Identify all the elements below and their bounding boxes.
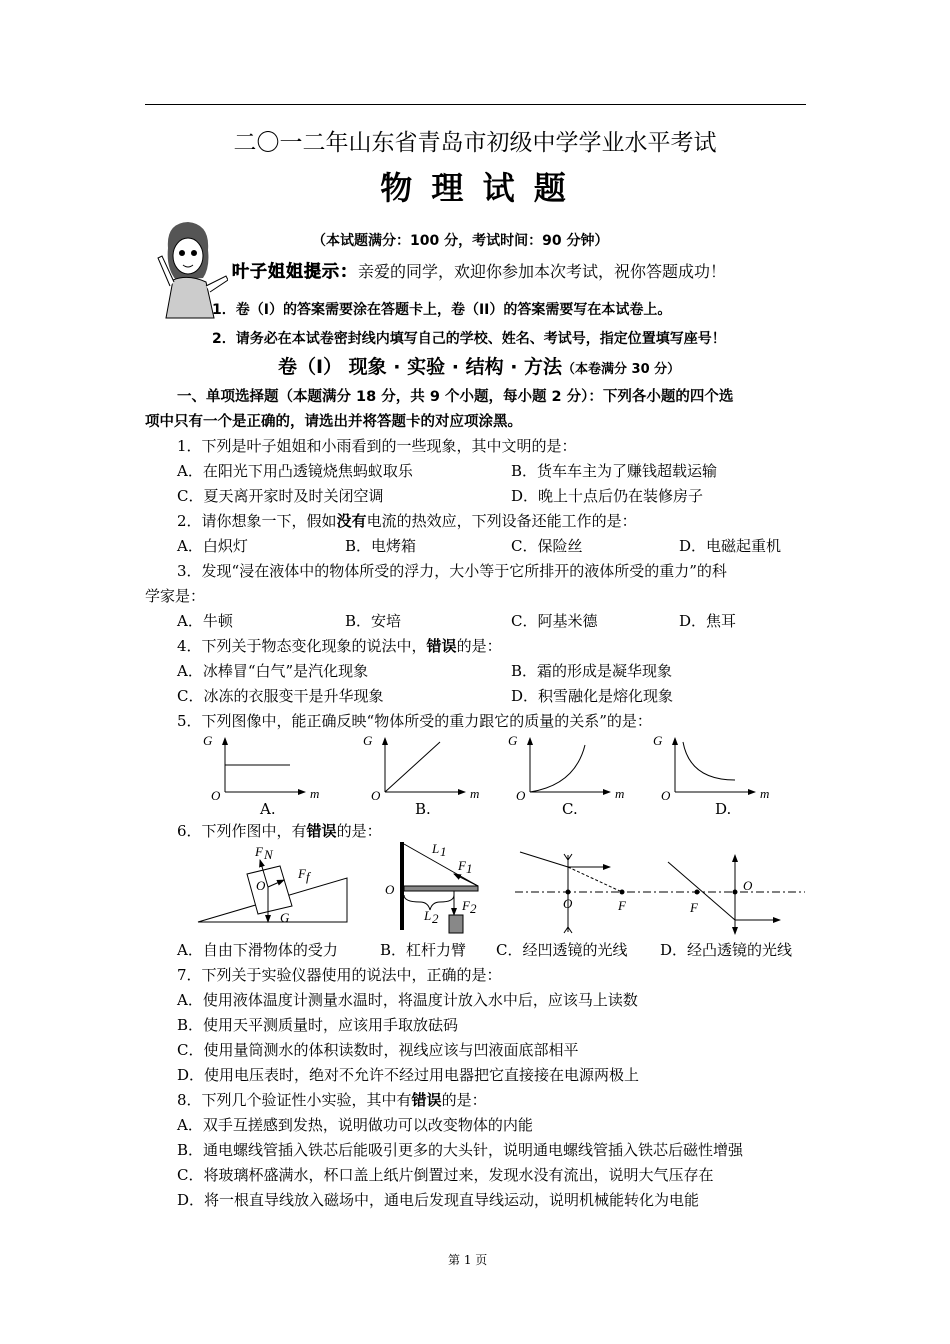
page-number: 第 1 页 [448,1253,488,1267]
q6-diagrams [190,840,810,940]
origin-label: O [516,788,526,803]
q8-stem-post: 的是： [441,1091,487,1109]
q5-caption-a: A. [260,800,276,818]
q3-option-d: D．焦耳 [679,612,737,630]
q5-graph-c [508,733,624,803]
label-o: O [256,878,266,893]
axis-label-g: G [653,733,663,748]
q6-diagram-a-incline [198,844,347,925]
q8-option-a: A．双手互搓感到发热，说明做功可以改变物体的内能 [177,1116,533,1134]
q2-stem-pre: 2．请你想象一下，假如 [177,512,337,530]
tip-text: 亲爱的同学，欢迎你参加本次考试，祝你答题成功！ [358,262,727,281]
axis-label-g: G [363,733,373,748]
q5-graph-a [203,733,319,803]
q1-option-a: A．在阳光下用凸透镜烧焦蚂蚁取乐 [177,462,413,480]
section-note: （本卷满分 30 分） [562,362,681,377]
q7-option-b: B．使用天平测质量时，应该用手取放砝码 [177,1016,459,1034]
q8-stem [177,1090,487,1110]
q6-stem-bold: 错误 [306,822,337,840]
q4-stem-bold: 错误 [426,637,457,655]
q6-option-c: C．经凹透镜的光线 [496,941,628,959]
q4-stem-pre: 4．下列关于物态变化现象的说法中， [177,637,427,655]
top-rule [145,104,806,105]
q5-graphs [195,730,795,805]
q8-option-c: C．将玻璃杯盛满水，杯口盖上纸片倒置过来，发现水没有流出，说明大气压存在 [177,1166,714,1184]
q8-stem-pre: 8．下列几个验证性小实验，其中有 [177,1091,412,1109]
q2-option-b: B．电烤箱 [345,537,417,555]
q2-stem-post: 电流的热效应，下列设备还能工作的是： [366,512,637,530]
axis-label-m: m [310,786,320,801]
label-ff: F [298,866,306,881]
exam-title: 二〇一二年山东省青岛市初级中学学业水平考试 [233,130,717,156]
label-l2: L [424,908,432,923]
q2-stem [177,511,637,531]
part1-instructions-1: 一、单项选择题（本题满分 18 分，共 9 个小题，每小题 2 分）：下列各小题的四个选 [177,389,734,405]
tip-label: 叶子姐姐提示： [232,262,358,282]
q4-stem-post: 的是： [456,637,502,655]
q4-option-c: C．冰冻的衣服变干是升华现象 [177,687,384,705]
q2-option-c: C．保险丝 [511,537,583,555]
label-f2-sub: 2 [470,901,477,916]
q6-stem [177,821,382,841]
q6-diagram-d-convex-lens [660,855,805,934]
label-o: O [385,882,395,897]
q1-option-b: B．货车车主为了赚钱超载运输 [511,462,718,480]
q3-option-c: C．阿基米德 [511,612,598,630]
q4-option-b: B．霜的形成是凝华现象 [511,662,673,680]
q2-option-d: D．电磁起重机 [679,537,782,555]
q3-option-b: B．安培 [345,612,402,630]
q6-stem-pre: 6．下列作图中，有 [177,822,307,840]
section-title: 卷（I） 现象 · 实验 · 结构 · 方法 [278,356,563,378]
subject-title: 物 理 试 题 [380,169,570,207]
tip-line [232,262,726,282]
q1-option-d: D．晚上十点后仍在装修房子 [511,487,704,505]
label-l1: L [432,841,440,856]
q8-option-d: D．将一根直导线放入磁场中，通电后发现直导线运动，说明机械能转化为电能 [177,1191,700,1209]
q5-stem: 5．下列图像中，能正确反映“物体所受的重力跟它的质量的关系”的是： [177,712,652,730]
q5-caption-c: C. [562,800,578,818]
label-o: O [563,896,573,911]
q5-graph-d [653,733,769,803]
q4-stem [177,636,502,656]
q1-option-c: C．夏天离开家时及时关闭空调 [177,487,384,505]
q2-option-a: A．白炽灯 [177,537,248,555]
q6-diagram-c-concave-lens [515,852,665,933]
q8-stem-bold: 错误 [411,1091,442,1109]
q6-diagram-b-lever [385,841,478,933]
label-fn-sub: N [264,847,273,862]
origin-label: O [371,788,381,803]
label-l2-sub: 2 [432,911,439,926]
label-ff-sub: f [306,869,310,884]
axis-label-m: m [760,786,770,801]
label-fn: F [255,844,263,859]
label-o: O [743,878,753,893]
q5-graph-b [363,733,479,803]
label-f1-sub: 1 [466,861,473,876]
q1-stem: 1．下列是叶子姐姐和小雨看到的一些现象，其中文明的是： [177,437,577,455]
note-1: 1．卷（I）的答案需要涂在答题卡上，卷（II）的答案需要写在本试卷上。 [212,302,672,318]
q6-option-a: A．自由下滑物体的受力 [177,941,338,959]
q7-option-a: A．使用液体温度计测量水温时，将温度计放入水中后，应该马上读数 [177,991,638,1009]
origin-label: O [661,788,671,803]
q2-stem-bold: 没有 [336,512,367,530]
axis-label-m: m [615,786,625,801]
q6-stem-post: 的是： [336,822,382,840]
q3-stem-2: 学家是： [145,587,206,605]
axis-label-g: G [203,733,213,748]
q7-option-d: D．使用电压表时，绝对不允许不经过用电器把它直接接在电源两极上 [177,1066,640,1084]
q5-caption-b: B. [415,800,431,818]
origin-label: O [211,788,221,803]
q6-option-b: B．杠杆力臂 [380,941,467,959]
label-g: G [280,910,290,925]
note-2: 2．请务必在本试卷密封线内填写自己的学校、姓名、考试号，指定位置填写座号！ [212,331,726,347]
q7-option-c: C．使用量筒测水的体积读数时，视线应该与凹液面底部相平 [177,1041,579,1059]
q4-option-d: D．积雪融化是熔化现象 [511,687,674,705]
q8-option-b: B．通电螺线管插入铁芯后能吸引更多的大头针，说明通电螺线管插入铁芯后磁性增强 [177,1141,744,1159]
axis-label-m: m [470,786,480,801]
part1-instructions-2: 项中只有一个是正确的，请选出并将答题卡的对应项涂黑。 [145,414,522,430]
q3-stem-1: 3．发现“浸在液体中的物体所受的浮力，大小等于它所排开的液体所受的重力”的科 [177,562,727,580]
q4-option-a: A．冰棒冒“白气”是汽化现象 [177,662,369,680]
label-l1-sub: 1 [440,844,447,859]
q6-option-d: D．经凸透镜的光线 [660,941,793,959]
axis-label-g: G [508,733,518,748]
q3-option-a: A．牛顿 [177,612,233,630]
label-f: F [690,900,698,915]
label-f1: F [458,858,466,873]
q7-stem: 7．下列关于实验仪器使用的说法中，正确的是： [177,966,502,984]
label-f2: F [462,898,470,913]
label-f: F [618,898,626,913]
q5-caption-d: D. [715,800,732,818]
section-heading [278,357,680,380]
exam-info: （本试题满分：100 分，考试时间：90 分钟） [312,233,609,249]
